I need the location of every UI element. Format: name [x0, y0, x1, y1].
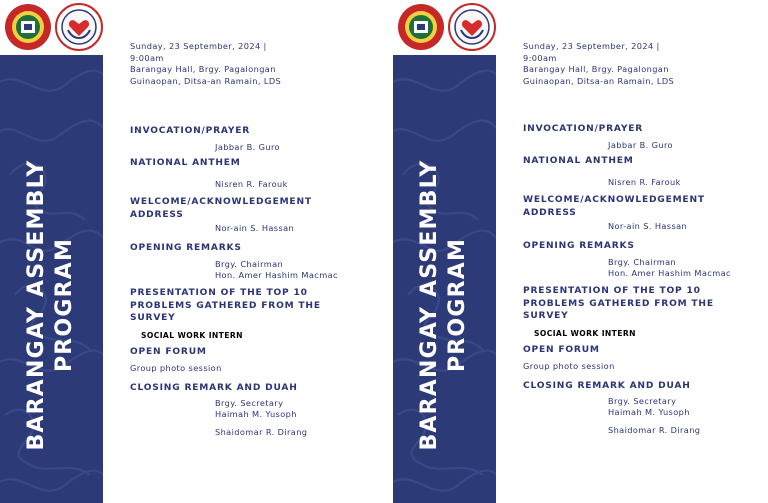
event-venue-location: Guinaopan, Ditsa-an Ramain, LDS [523, 75, 675, 86]
opening-title: OPENING REMARKS [523, 240, 635, 251]
event-venue-location: Guinaopan, Ditsa-an Ramain, LDS [130, 75, 282, 86]
closing-person: Haimah M. Yusoph [608, 406, 690, 417]
anthem-title: NATIONAL ANTHEM [523, 156, 634, 166]
forum-activity: Group photo session [523, 361, 615, 371]
event-date: Sunday, 23 September, 2024 | [130, 41, 267, 51]
social-work-department-icon [448, 3, 496, 51]
invocation-person: Jabbar B. Guro [215, 141, 280, 152]
closing-title: CLOSING REMARK AND DUAH [523, 380, 691, 391]
event-venue: Barangay Hall, Brgy. Pagalongan [523, 64, 669, 74]
anthem-person: Nisren R. Farouk [215, 178, 288, 189]
presentation-title-line2: PROBLEMS GATHERED FROM THE [130, 300, 321, 311]
closing-title: CLOSING REMARK AND DUAH [130, 382, 298, 393]
opening-title: OPENING REMARKS [130, 242, 242, 253]
opening-person: Hon. Amer Hashim Macmac [215, 269, 338, 280]
closing-person: Haimah M. Yusoph [215, 408, 297, 419]
welcome-title-line2: ADDRESS [130, 209, 184, 220]
forum-title: OPEN FORUM [523, 344, 600, 355]
college-seal-icon [397, 3, 445, 51]
welcome-title: WELCOME/ACKNOWLEDGEMENT [130, 197, 312, 207]
event-details [523, 41, 768, 87]
program-title [416, 159, 472, 450]
welcome-person: Nor-ain S. Hassan [608, 221, 688, 231]
anthem-person: Nisren R. Farouk [608, 176, 681, 187]
forum-title: OPEN FORUM [130, 346, 207, 357]
invocation-person: Jabbar B. Guro [608, 139, 673, 150]
college-seal-icon [4, 3, 52, 51]
side-banner [0, 55, 103, 503]
presentation-title: PRESENTATION OF THE TOP 10 [523, 286, 701, 296]
program-title-line2: PROGRAM [445, 237, 470, 373]
presentation-title-line2: PROBLEMS GATHERED FROM THE [523, 298, 714, 309]
closing-person-extra: Shaidomar R. Dirang [215, 427, 308, 437]
event-venue: Barangay Hall, Brgy. Pagalongan [130, 64, 276, 74]
side-banner [393, 55, 496, 503]
closing-person-role: Brgy. Secretary [608, 396, 677, 406]
invocation-title: INVOCATION/PRAYER [523, 124, 644, 134]
event-time: 9:00am [130, 52, 164, 63]
opening-person: Hon. Amer Hashim Macmac [608, 267, 731, 278]
event-details [130, 41, 380, 87]
program-title-line1: BARANGAY ASSEMBLY [417, 159, 442, 451]
program-title-line1: BARANGAY ASSEMBLY [24, 159, 49, 451]
program-panel-right [393, 0, 768, 503]
closing-person-extra: Shaidomar R. Dirang [608, 425, 701, 435]
anthem-title: NATIONAL ANTHEM [130, 158, 241, 168]
opening-person-role: Brgy. Chairman [215, 259, 284, 269]
event-date: Sunday, 23 September, 2024 | [523, 41, 660, 51]
opening-person-role: Brgy. Chairman [608, 257, 677, 267]
presentation-title-line3: SURVEY [130, 313, 176, 323]
presentation-title: PRESENTATION OF THE TOP 10 [130, 288, 308, 298]
welcome-title: WELCOME/ACKNOWLEDGEMENT [523, 195, 705, 205]
program-list [523, 123, 768, 436]
invocation-title: INVOCATION/PRAYER [130, 126, 251, 136]
program-title [23, 159, 79, 450]
welcome-title-line2: ADDRESS [523, 207, 577, 218]
forum-activity: Group photo session [130, 363, 222, 373]
program-list [130, 125, 380, 438]
event-time: 9:00am [523, 52, 557, 63]
presentation-presenter: SOCIAL WORK INTERN [534, 328, 636, 338]
presentation-presenter: SOCIAL WORK INTERN [141, 330, 243, 340]
closing-person-role: Brgy. Secretary [215, 398, 284, 408]
presentation-title-line3: SURVEY [523, 311, 569, 321]
social-work-department-icon [55, 3, 103, 51]
welcome-person: Nor-ain S. Hassan [215, 223, 295, 233]
program-title-line2: PROGRAM [52, 237, 77, 373]
